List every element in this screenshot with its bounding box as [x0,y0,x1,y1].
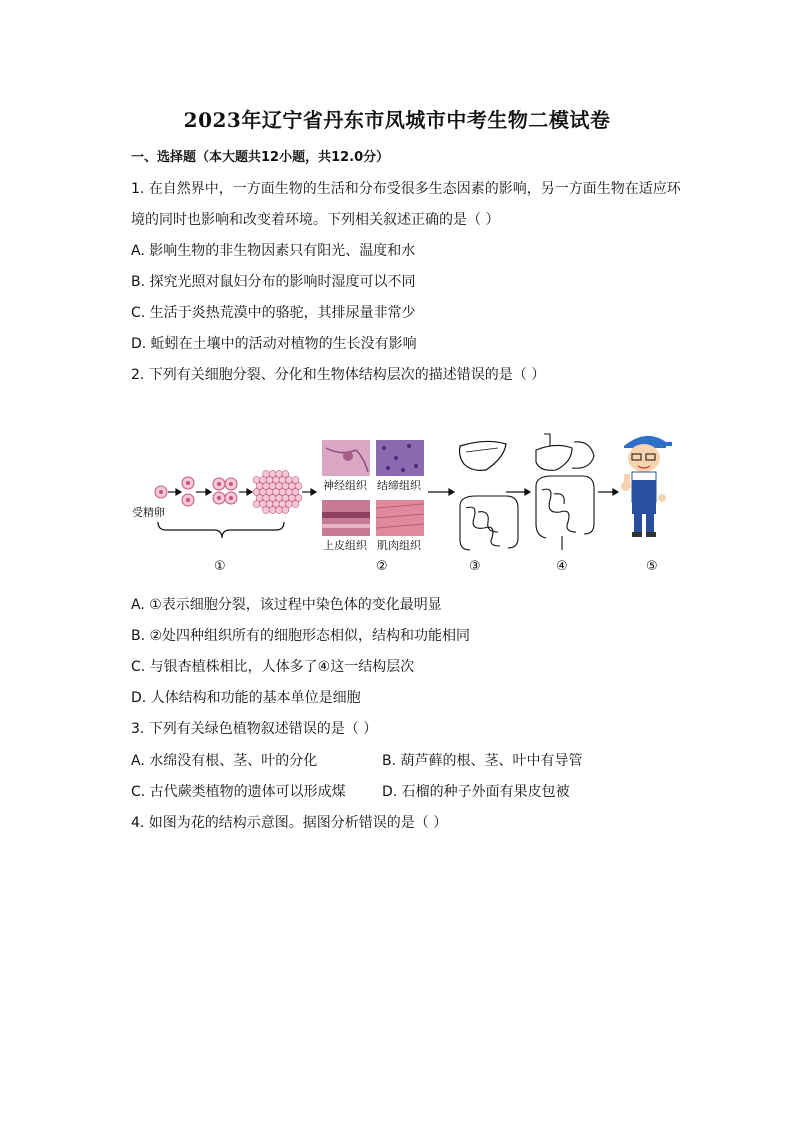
cell-mass-cell [263,507,270,514]
digestive-system-icon [536,434,594,550]
cell-mass-cell [286,501,293,508]
exam-title: 2023年辽宁省丹东市凤城市中考生物二模试卷 [183,108,611,132]
q3-option-d: D. 石榴的种子外面有果皮包被 [382,784,570,800]
connective-tissue-label: 结缔组织 [377,479,421,492]
q2-option-d: D. 人体结构和功能的基本单位是细胞 [131,690,361,706]
q2-option-b: B. ②处四种组织所有的细胞形态相似，结构和功能相同 [131,628,471,644]
step-label-2: ② [376,559,388,574]
q3-option-a: A. 水绵没有根、茎、叶的分化 [131,753,318,769]
q1-option-b: B. 探究光照对鼠妇分布的影响时湿度可以不同 [131,274,416,290]
q3-option-b: B. 葫芦藓的根、茎、叶中有导管 [382,753,583,769]
development-figure [126,428,672,580]
q1-option-a: A. 影响生物的非生物因素只有阳光、温度和水 [131,243,416,259]
nerve-tissue-image [322,440,370,476]
q4-stem: 4. 如图为花的结构示意图。据图分析错误的是（ ） [131,815,448,831]
four-cell-icon [213,478,237,504]
q1-option-d: D. 蚯蚓在土壤中的活动对植物的生长没有影响 [131,336,417,352]
section-heading: 一、选择题（本大题共12小题，共12.0分） [131,150,390,165]
zygote-label: 受精卵 [132,506,165,519]
cell-mass-icon [253,471,302,514]
muscle-tissue-label: 肌肉组织 [377,539,421,552]
two-cell-icon [182,477,194,506]
liver-organ-icon [460,441,507,470]
connective-tissue-image [376,440,424,476]
step-label-1: ① [214,559,226,574]
q1-stem-line2: 境的同时也影响和改变着环境。下列相关叙述正确的是（ ） [131,212,500,228]
cell-mass-cell [282,507,289,514]
q1-stem-line1: 1. 在自然界中，一方面生物的生活和分布受很多生态因素的影响，另一方面生物在适应环 [131,181,681,197]
cell-mass-cell [269,507,276,514]
brace-shape [158,522,284,538]
intestine-organ-icon [460,496,518,550]
step-label-5: ⑤ [646,559,658,574]
q2-stem: 2. 下列有关细胞分裂、分化和生物体结构层次的描述错误的是（ ） [131,367,546,383]
cell-mass-cell [253,501,260,508]
q1-option-c: C. 生活于炎热荒漠中的骆驼，其排尿量非常少 [131,305,416,321]
step-label-3: ③ [469,559,481,574]
epithelial-tissue-label: 上皮组织 [323,539,367,552]
nerve-tissue-label: 神经组织 [323,479,367,492]
epithelial-tissue-image [322,500,370,536]
q3-option-c: C. 古代蕨类植物的遗体可以形成煤 [131,784,346,800]
cell-mass-cell [276,507,283,514]
step-label-4: ④ [556,559,568,574]
person-icon [621,436,672,537]
muscle-tissue-image [376,500,424,536]
zygote-icon [155,486,167,498]
q3-stem: 3. 下列有关绿色植物叙述错误的是（ ） [131,721,378,737]
q2-option-a: A. ①表示细胞分裂，该过程中染色体的变化最明显 [131,597,442,613]
q2-option-c: C. 与银杏植株相比，人体多了④这一结构层次 [131,659,415,675]
cell-mass-cell [292,501,299,508]
